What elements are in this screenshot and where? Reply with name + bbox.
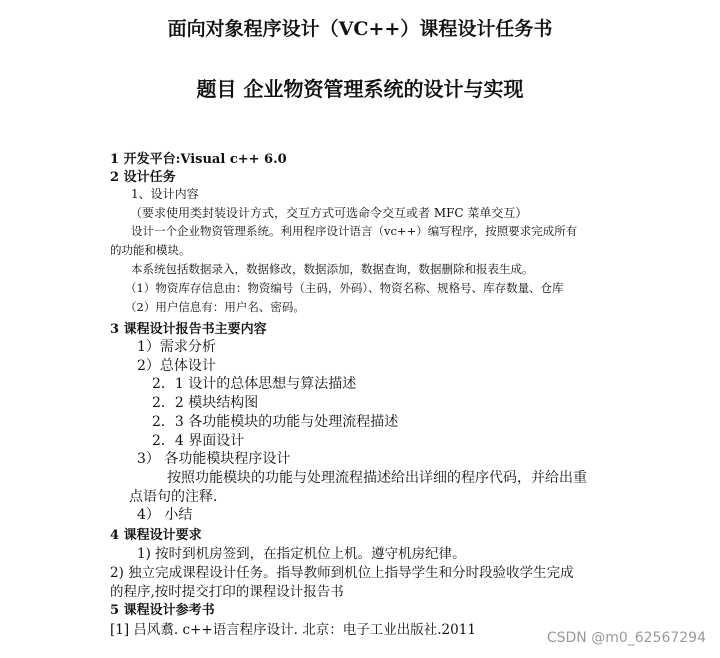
report-heading: 3 课程设计报告书主要内容 xyxy=(110,322,267,337)
task-description-line2: 的功能和模块。 xyxy=(110,243,191,257)
task-item-1: （1）物资库存信息由：物资编号（主码，外码）、物资名称、规格号、库存数量、仓库 xyxy=(125,281,564,295)
platform-heading: 1 开发平台:Visual c++ 6.0 xyxy=(110,152,287,167)
report-item-3-description-line2: 点语句的注释. xyxy=(129,489,218,505)
task-note: （要求使用类封装设计方式，交互方式可选命令交互或者 MFC 菜单交互） xyxy=(130,206,528,220)
report-item-2-1: 2．1 设计的总体思想与算法描述 xyxy=(152,376,357,392)
report-item-4: 4） 小结 xyxy=(137,507,193,523)
document-title: 面向对象程序设计（VC++）课程设计任务书 xyxy=(167,18,553,40)
references-heading: 5 课程设计参考书 xyxy=(110,603,215,618)
task-features: 本系统包括数据录入，数据修改，数据添加，数据查询，数据删除和报表生成。 xyxy=(131,262,534,276)
requirements-heading: 4 课程设计要求 xyxy=(110,528,202,543)
report-item-3: 3） 各功能模块程序设计 xyxy=(137,451,291,467)
report-item-2: 2）总体设计 xyxy=(137,358,216,374)
requirement-1: 1) 按时到机房签到，在指定机位上机。遵守机房纪律。 xyxy=(137,546,466,562)
topic-title: 题目 企业物资管理系统的设计与实现 xyxy=(196,77,524,101)
report-item-1: 1）需求分析 xyxy=(137,339,216,355)
requirement-2-line2: 的程序,按时提交打印的课程设计报告书 xyxy=(110,584,344,600)
task-description-line1: 设计一个企业物资管理系统。利用程序设计语言（vc++）编写程序，按照要求完成所有 xyxy=(131,224,578,238)
report-item-2-4: 2．4 界面设计 xyxy=(152,433,245,449)
task-item-2: （2）用户信息有：用户名、密码。 xyxy=(125,300,305,314)
watermark: CSDN @m0_62567294 xyxy=(546,630,706,646)
task-heading: 2 设计任务 xyxy=(110,170,176,185)
report-item-2-3: 2．3 各功能模块的功能与处理流程描述 xyxy=(152,414,399,430)
task-subheading: 1、设计内容 xyxy=(131,187,199,201)
report-item-2-2: 2．2 模块结构图 xyxy=(152,395,259,411)
reference-1: [1] 吕风翥. c++语言程序设计. 北京：电子工业出版社.2011 xyxy=(110,622,476,638)
requirement-2-line1: 2) 独立完成课程设计任务。指导教师到机位上指导学生和分时段验收学生完成 xyxy=(110,565,574,581)
report-item-3-description-line1: 按照功能模块的功能与处理流程描述给出详细的程序代码，并给出重 xyxy=(167,470,587,486)
